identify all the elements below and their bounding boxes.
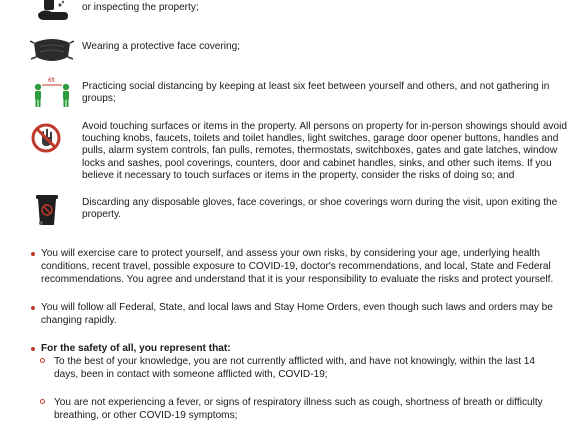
sub-bullet-circle [40, 358, 45, 363]
item-text: Discarding any disposable gloves, face coverings, or shoe coverings worn during the visit, upon exiting the property. [82, 197, 558, 221]
bullet-dot [31, 306, 35, 310]
bullet-dot [31, 252, 35, 256]
item-text: Practicing social distancing by keeping at least six feet between yourself and others, and not gathering in groups; [82, 81, 550, 105]
bullet-text: You will follow all Federal, State, and local laws and Stay Home Orders, even though such laws and orders may be changing rapidly. [41, 302, 553, 327]
face-mask-icon [30, 33, 74, 67]
item-text: Avoid touching surfaces or items in the property. All persons on property for in-person showings should avoid touching knobs, faucets, toilets and toilet handles, light switches, garage door opener buttons, handles and pulls, alarm system controls, fan pulls, remotes, thermostats, switchboxes, gates and gate latches, window locks and sashes, pool coverings, counters, door and cabinet handles, sinks, and other such items. If you believe it necessary to touch surfaces or items in the property, consider the risks of doing so; and [82, 121, 567, 181]
disposal-bin-icon [30, 193, 74, 227]
bullet-text: You will exercise care to protect yourself, and assess your own risks, by considering your age, underlying health conditions, recent travel, possible exposure to COVID-19, doctor's recommendations, and local, State and Federal recommendations. You agree and understand that it is your responsibility to evaluate the risks and protect yourself. [41, 248, 554, 286]
hand-sanitizer-icon [30, 0, 74, 24]
bullet-dot [31, 347, 35, 351]
sub-bullet-circle [40, 399, 45, 404]
sub-item-text: To the best of your knowledge, you are not currently afflicted with, and have not knowingly, within the last 14 days, been in contact with someone afflicted with, COVID-19; [54, 356, 536, 381]
item-text: or inspecting the property; [82, 2, 199, 14]
sub-item-text: You are not experiencing a fever, or signs of respiratory illness such as cough, shortness of breath or difficulty breathing, or other COVID-19 symptoms; [54, 397, 543, 422]
bullet-text: For the safety of all, you represent that: [41, 343, 231, 354]
item-text: Wearing a protective face covering; [82, 41, 241, 52]
social-distancing-icon [30, 75, 74, 109]
distance-label: 6ft [48, 78, 55, 84]
no-touch-icon [30, 121, 74, 155]
